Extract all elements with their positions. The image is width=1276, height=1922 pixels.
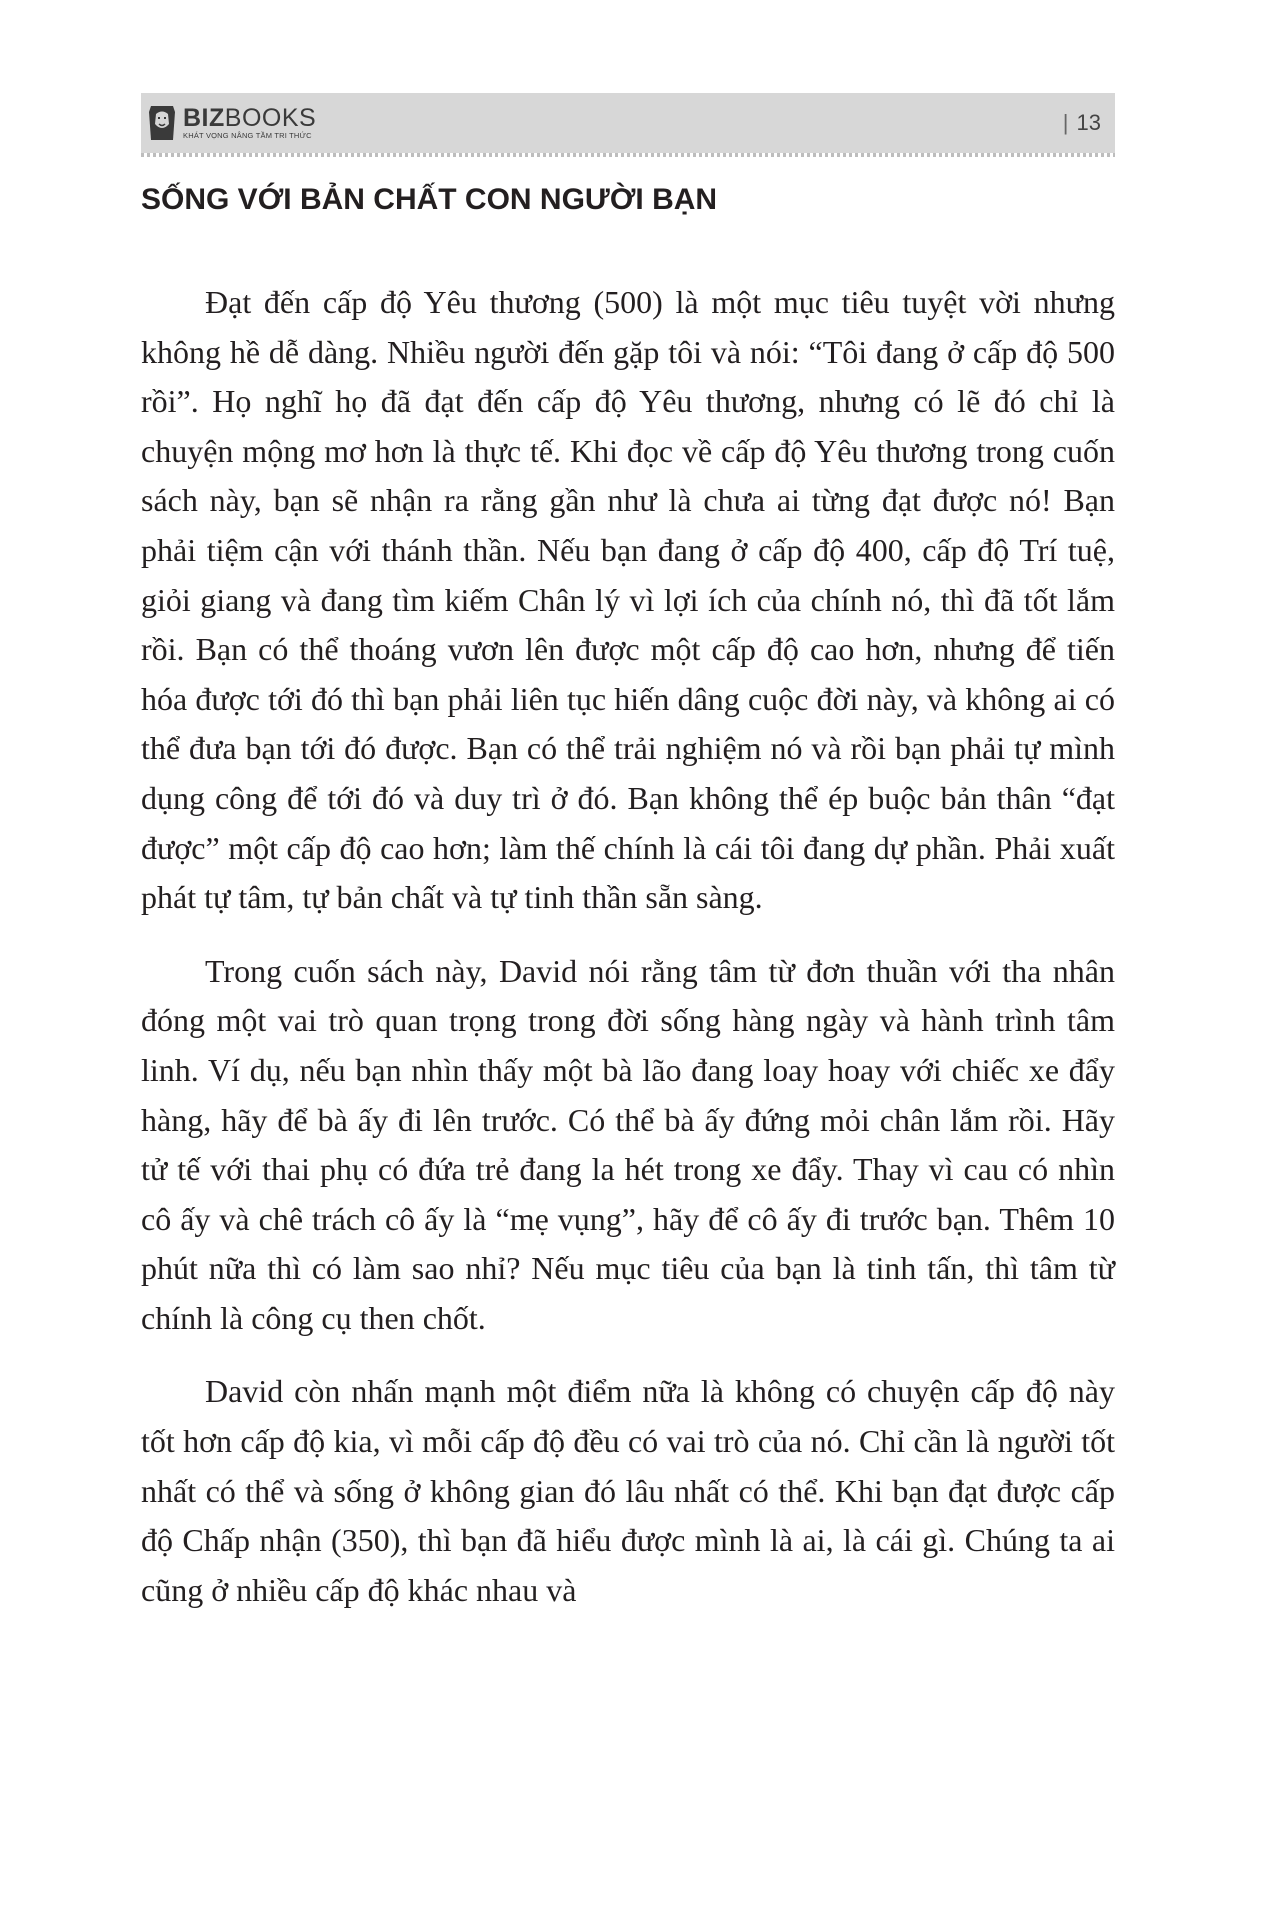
paragraph: Trong cuốn sách này, David nói rằng tâm từ đơn thuần với tha nhân đóng một vai trò quan trọng trong đời sống hàng ngày và hành trình tâm linh. Ví dụ, nếu bạn nhìn thấy một bà lão đang loay hoay với chiếc xe đẩy hàng, hãy để bà ấy đi lên trước. Có thể bà ấy đứng mỏi chân lắm rồi. Hãy tử tế với thai phụ có đứa trẻ đang la hét trong xe đẩy. Thay vì cau có nhìn cô ấy và chê trách cô ấy là “mẹ vụng”, hãy để cô ấy đi trước bạn. Thêm 10 phút nữa thì có làm sao nhỉ? Nếu mục tiêu của bạn là tinh tấn, thì tâm từ chính là công cụ then chốt. <box>141 952 1115 1336</box>
brand-name: BIZBOOKS <box>183 104 317 132</box>
brand-tagline: KHÁT VỌNG NÂNG TẦM TRI THỨC <box>183 131 312 140</box>
paragraph: David còn nhấn mạnh một điểm nữa là không có chuyện cấp độ này tốt hơn cấp độ kia, vì mỗi cấp độ đều có vai trò của nó. Chỉ cần là người tốt nhất có thể và sống ở không gian đó lâu nhất có thể. Khi bạn đạt được cấp độ Chấp nhận (350), thì bạn đã hiểu được mình là ai, là cái gì. Chúng ta ai cũng ở nhiều cấp độ khác nhau và <box>141 1373 1115 1608</box>
page-number-area <box>1063 111 1101 135</box>
running-header <box>141 93 1115 153</box>
paragraph: Đạt đến cấp độ Yêu thương (500) là một mục tiêu tuyệt vời nhưng không hề dễ dàng. Nhiều người đến gặp tôi và nói: “Tôi đang ở cấp độ 500 rồi”. Họ nghĩ họ đã đạt đến cấp độ Yêu thương, nhưng có lẽ đó chỉ là chuyện mộng mơ hơn là thực tế. Khi đọc về cấp độ Yêu thương trong cuốn sách này, bạn sẽ nhận ra rằng gần như là chưa ai từng đạt được nó! Bạn phải tiệm cận với thánh thần. Nếu bạn đang ở cấp độ 400, cấp độ Trí tuệ, giỏi giang và đang tìm kiếm Chân lý vì lợi ích của chính nó, thì đã tốt lắm rồi. Bạn có thể thoáng vươn lên được một cấp độ cao hơn, nhưng để tiến hóa được tới đó thì bạn phải liên tục hiến dâng cuộc đời này, và không ai có thể đưa bạn tới đó được. Bạn có thể trải nghiệm nó và rồi bạn phải tự mình dụng công để tới đó và duy trì ở đó. Bạn không thể ép buộc bản thân “đạt được” một cấp độ cao hơn; làm thế chính là cái tôi đang dự phần. Phải xuất phát tự tâm, tự bản chất và tự tinh thần sẵn sàng. <box>141 284 1115 916</box>
bizbooks-logo <box>147 99 316 147</box>
page-number: 13 <box>1076 110 1101 135</box>
page-separator: | <box>1062 110 1069 135</box>
chapter-title: SỐNG VỚI BẢN CHẤT CON NGƯỜI BẠN <box>141 183 718 216</box>
lion-head-icon <box>147 102 177 144</box>
body-text <box>141 278 1115 1639</box>
